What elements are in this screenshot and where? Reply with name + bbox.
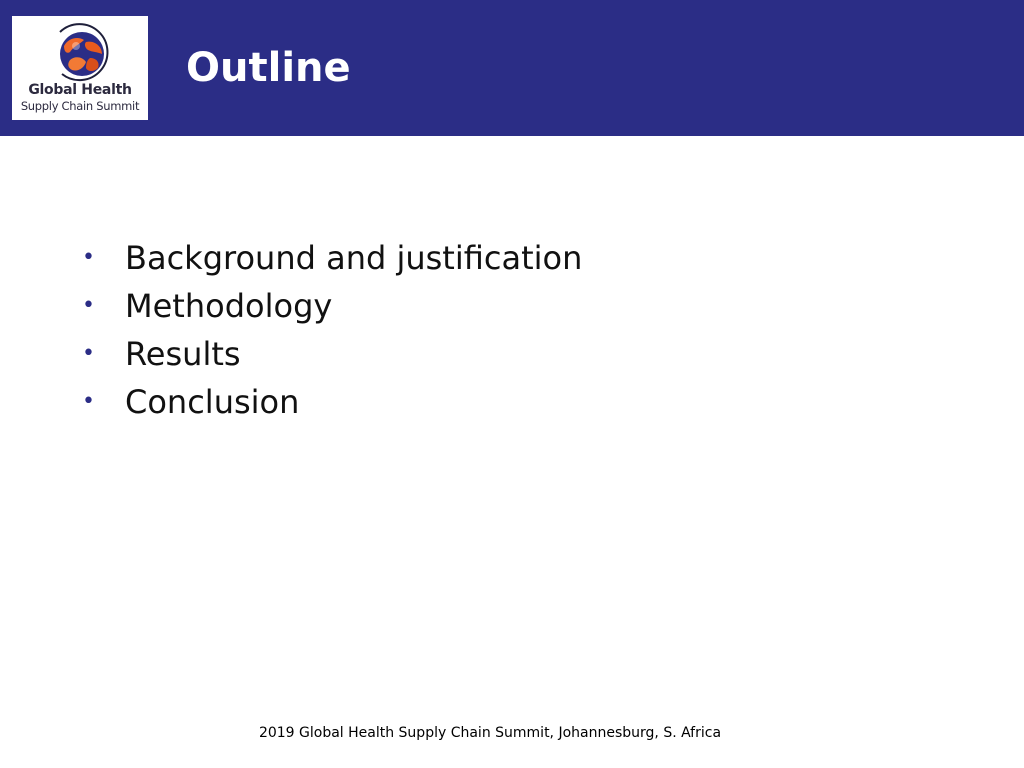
logo-line-2: Supply Chain Summit [20, 99, 140, 113]
outline-item-label: Conclusion [125, 383, 300, 421]
bullet-icon: • [82, 293, 95, 318]
bullet-icon: • [82, 341, 95, 366]
slide-title: Outline [186, 45, 351, 91]
bullet-icon: • [82, 245, 95, 270]
logo-line-1: Global Health [28, 82, 132, 98]
bullet-icon: • [82, 389, 95, 414]
summit-logo [12, 16, 148, 120]
header-band [0, 0, 1024, 136]
outline-item-label: Methodology [125, 287, 333, 325]
outline-item-label: Results [125, 335, 241, 373]
slide-footer: 2019 Global Health Supply Chain Summit, Johannesburg, S. Africa [258, 725, 722, 741]
outline-item-label: Background and justification [125, 239, 583, 277]
